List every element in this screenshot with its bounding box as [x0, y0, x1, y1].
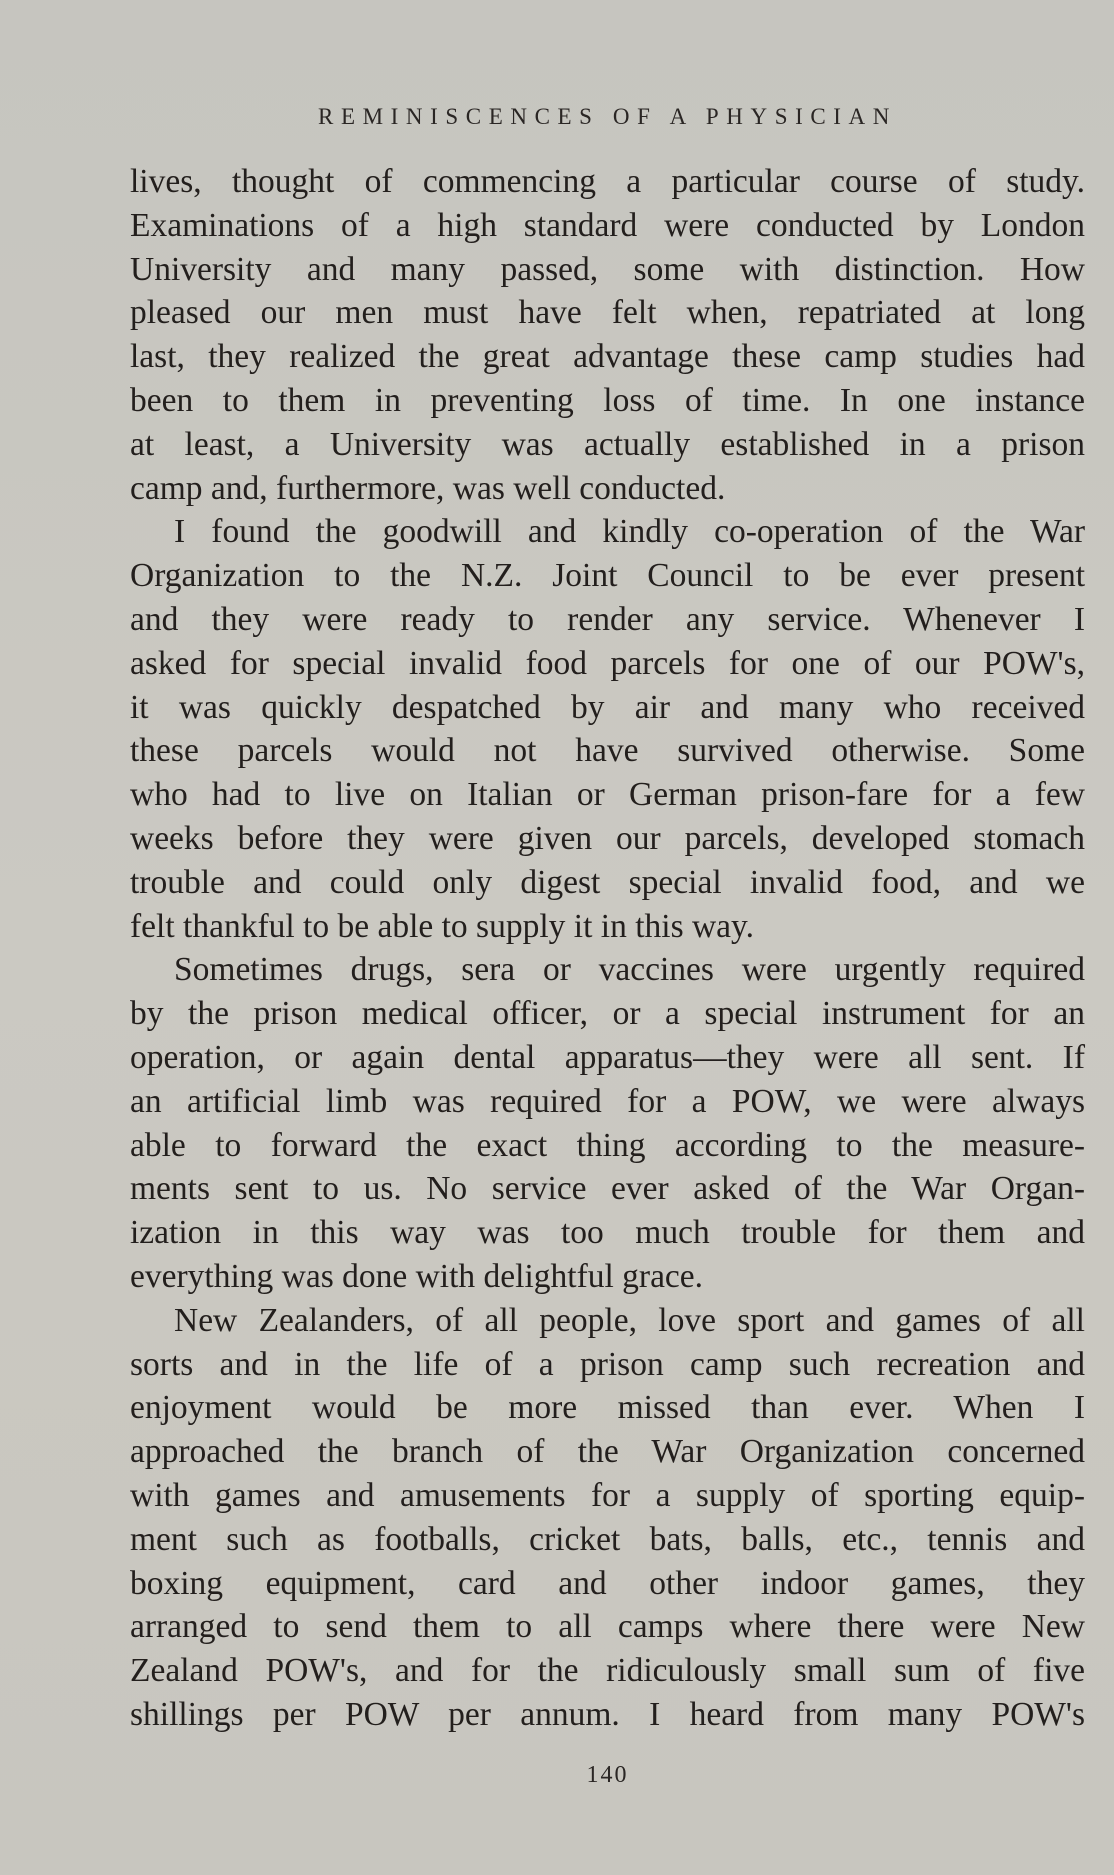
text-line: ization in this way was too much trouble for them and	[130, 1214, 1085, 1252]
text-line: Organization to the N.Z. Joint Council to be ever present	[130, 557, 1085, 595]
body-text	[130, 160, 1085, 1737]
text-line: everything was done with delightful grace.	[130, 1257, 704, 1295]
text-line: an artificial limb was required for a POW, we were always	[130, 1082, 1085, 1120]
text-line: lives, thought of commencing a particular course of study.	[130, 163, 1085, 200]
text-line: arranged to send them to all camps where there were New	[130, 1608, 1085, 1646]
text-line: with games and amusements for a supply of sporting equip-	[130, 1476, 1085, 1514]
text-line: last, they realized the great advantage these camp studies had	[130, 338, 1085, 376]
text-line: Sometimes drugs, sera or vaccines were urgently required	[174, 951, 1085, 989]
text-line: asked for special invalid food parcels for one of our POW's,	[130, 644, 1085, 682]
text-line: I found the goodwill and kindly co-operation of the War	[174, 513, 1085, 551]
text-line: and they were ready to render any service. Whenever I	[130, 600, 1085, 638]
text-line: able to forward the exact thing according to the measure-	[130, 1126, 1085, 1164]
text-line: enjoyment would be more missed than ever. When I	[130, 1389, 1085, 1427]
text-line: University and many passed, some with distinction. How	[130, 250, 1085, 288]
text-line: pleased our men must have felt when, repatriated at long	[130, 294, 1085, 332]
text-line: shillings per POW per annum. I heard from many POW's	[130, 1695, 1085, 1733]
text-line: been to them in preventing loss of time. In one instance	[130, 381, 1085, 419]
text-line: ments sent to us. No service ever asked of the War Organ-	[130, 1170, 1085, 1208]
text-line: by the prison medical officer, or a special instrument for an	[130, 995, 1085, 1033]
text-line: sorts and in the life of a prison camp such recreation and	[130, 1345, 1085, 1383]
text-line: camp and, furthermore, was well conducted.	[130, 469, 726, 507]
text-line: operation, or again dental apparatus—they were all sent. If	[130, 1038, 1085, 1076]
text-line: it was quickly despatched by air and many who received	[130, 688, 1085, 726]
text-line: approached the branch of the War Organization concerned	[130, 1433, 1085, 1471]
text-line: New Zealanders, of all people, love sport and games of all	[174, 1301, 1085, 1339]
text-line: trouble and could only digest special invalid food, and we	[130, 863, 1085, 901]
running-head: REMINISCENCES OF A PHYSICIAN	[318, 104, 897, 129]
text-line: these parcels would not have survived otherwise. Some	[130, 732, 1085, 770]
page-number: 140	[586, 1762, 629, 1788]
text-line: ment such as footballs, cricket bats, balls, etc., tennis and	[130, 1520, 1085, 1558]
text-line: Zealand POW's, and for the ridiculously small sum of five	[130, 1652, 1085, 1690]
text-line: who had to live on Italian or German prison-fare for a few	[130, 776, 1085, 814]
text-line: at least, a University was actually established in a prison	[130, 425, 1085, 463]
text-line: boxing equipment, card and other indoor games, they	[130, 1564, 1085, 1602]
text-line: felt thankful to be able to supply it in this way.	[130, 907, 754, 945]
text-line: Examinations of a high standard were conducted by London	[130, 206, 1085, 244]
text-line: weeks before they were given our parcels, developed stomach	[130, 819, 1085, 857]
